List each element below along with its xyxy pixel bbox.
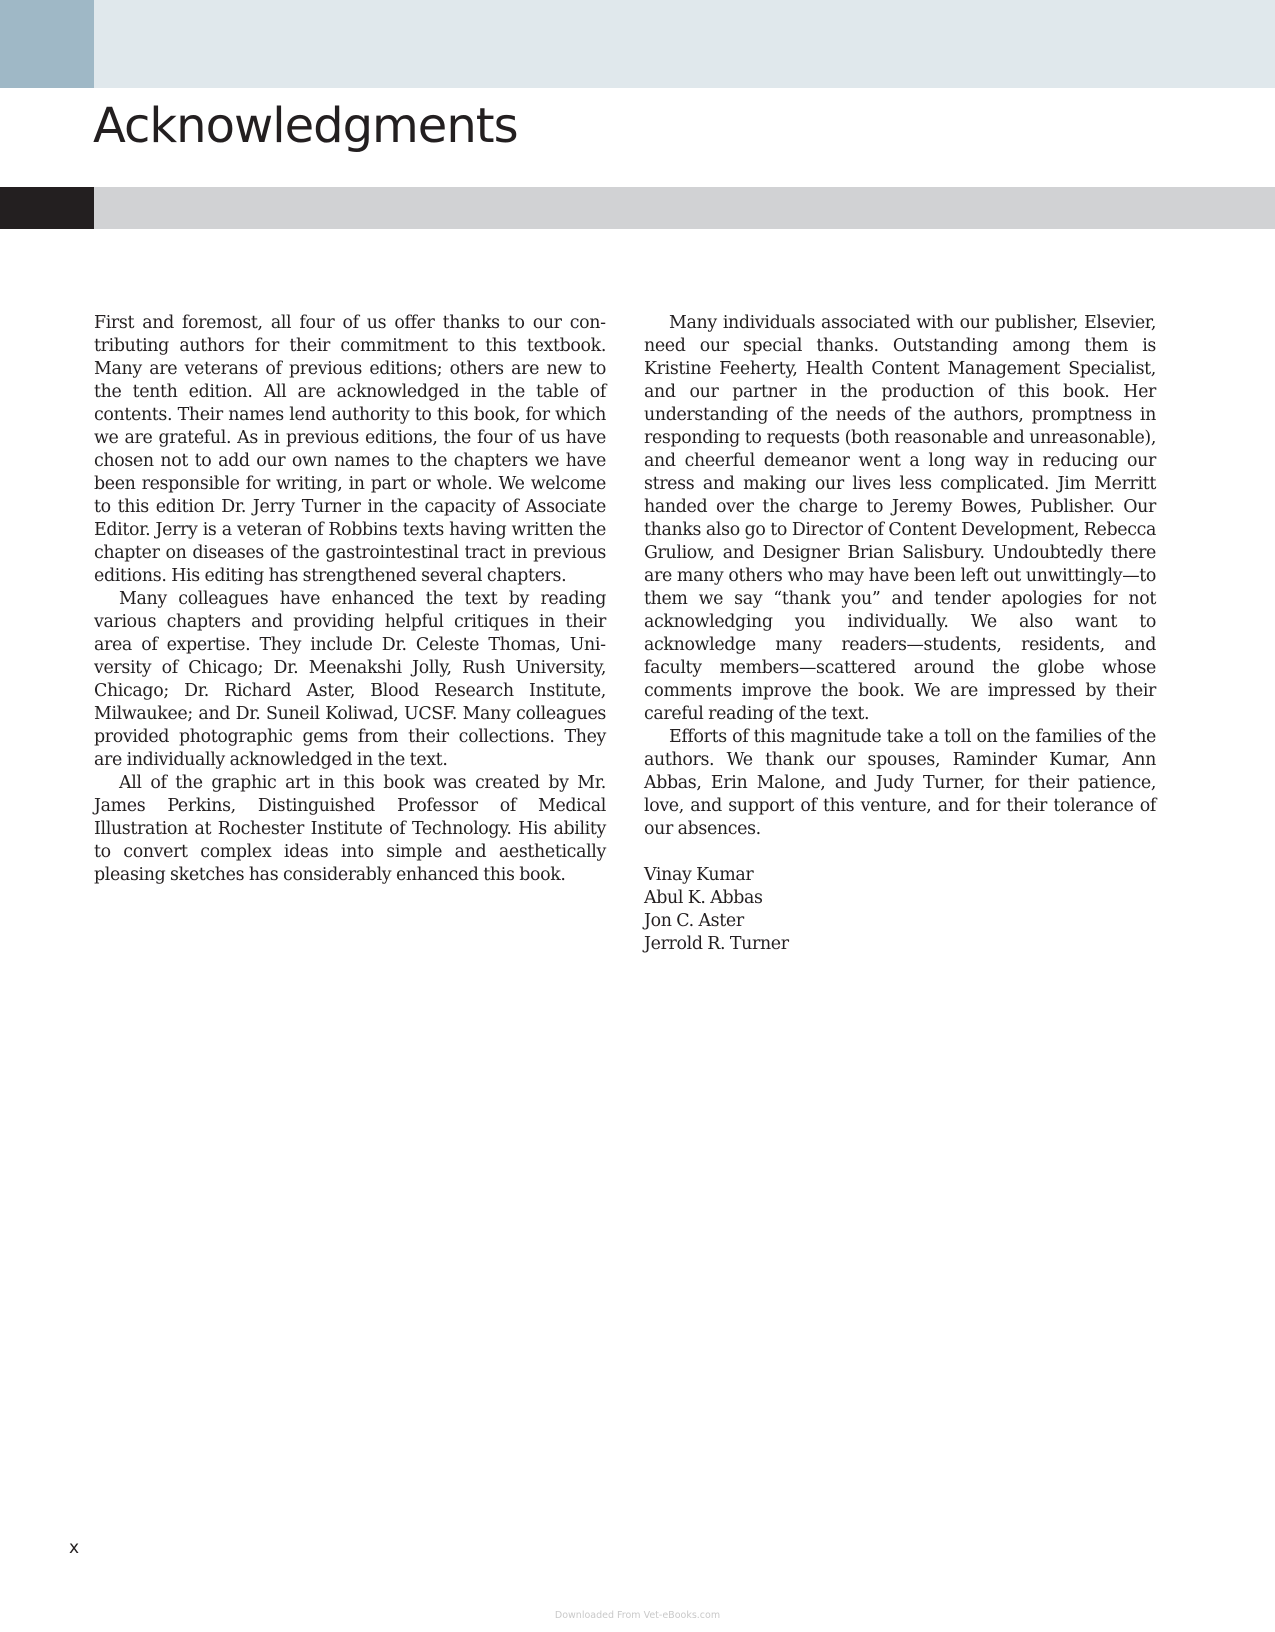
left-column xyxy=(94,312,606,887)
paragraph: All of the graphic art in this book was created by Mr. James Perkins, Distinguished Professor of Medical Illustration at Rochester Institute of Technology. His ability to convert complex ideas into simple and aesthetically pleasing sketches has considerably enhanced this book. xyxy=(94,773,606,885)
header-band xyxy=(0,0,1275,88)
paragraph: Efforts of this magnitude take a toll on the families of the authors. We thank our spouses, Raminder Kumar, Ann Abbas, Erin Malone, and Judy Turner, for their patience, love, and support of this venture, and for their tolerance of our absences. xyxy=(644,727,1156,839)
author-name: Abul K. Abbas xyxy=(644,888,763,908)
paragraph: Many colleagues have enhanced the text by reading various chapters and providing helpful critiques in their area of expertise. They include Dr. Celeste Thomas, University of Chicago; Dr. Meenakshi Jolly, Rush University, Chicago; Dr. Richard Aster, Blood Research Institute, Milwaukee; and Dr. Suneil Koliwad, UCSF. Many colleagues provided photographic gems from their collections. They are individually acknowledged in the text. xyxy=(94,589,606,770)
author-name: Vinay Kumar xyxy=(644,865,754,885)
author-name: Jon C. Aster xyxy=(644,911,744,931)
paragraph: Many individuals associated with our publisher, Elsevier, need our special thanks. Outstanding among them is Kristine Feeherty, Health Content Management Specialist, and our partner in the production of this book. Her understanding of the needs of the authors, promptness in responding to requests (both reasonable and unreasonable), and cheerful demeanor went a long way in reducing our stress and making our lives less complicated. Jim Merritt handed over the charge to Jeremy Bowes, Publisher. Our thanks also go to Director of Content Development, Rebecca Gruliow, and Designer Brian Salisbury. Undoubtedly there are many others who may have been left out unwittingly—to them we say “thank you” and tender apologies for not acknowledging you individually. We also want to acknowledge many readers—students, residents, and faculty members—scattered around the globe whose comments improve the book. We are impressed by their careful reading of the text. xyxy=(644,313,1156,724)
page-number: x xyxy=(69,1538,80,1558)
title-rule-accent xyxy=(0,187,94,229)
header-accent-block xyxy=(0,0,94,88)
author-signatures xyxy=(644,864,1156,956)
download-watermark: Downloaded From Vet-eBooks.com xyxy=(554,1610,721,1621)
paragraph: First and foremost, all four of us offer thanks to our contributing authors for their commitment to this textbook. Many are veterans of previous editions; others are new to the tenth edition. All are acknowledged in the table of contents. Their names lend authority to this book, for which we are grateful. As in previous editions, the four of us have chosen not to add our own names to the chapters we have been responsible for writing, in part or whole. We welcome to this edition Dr. Jerry Turner in the capacity of Associate Editor. Jerry is a veteran of Robbins texts having written the chapter on diseases of the gastrointestinal tract in previous editions. His editing has strengthened several chapters. xyxy=(94,313,606,586)
title-rule-band xyxy=(0,187,1275,229)
author-name: Jerrold R. Turner xyxy=(644,934,789,954)
right-column xyxy=(644,312,1156,956)
page-title: Acknowledgments xyxy=(93,98,518,154)
